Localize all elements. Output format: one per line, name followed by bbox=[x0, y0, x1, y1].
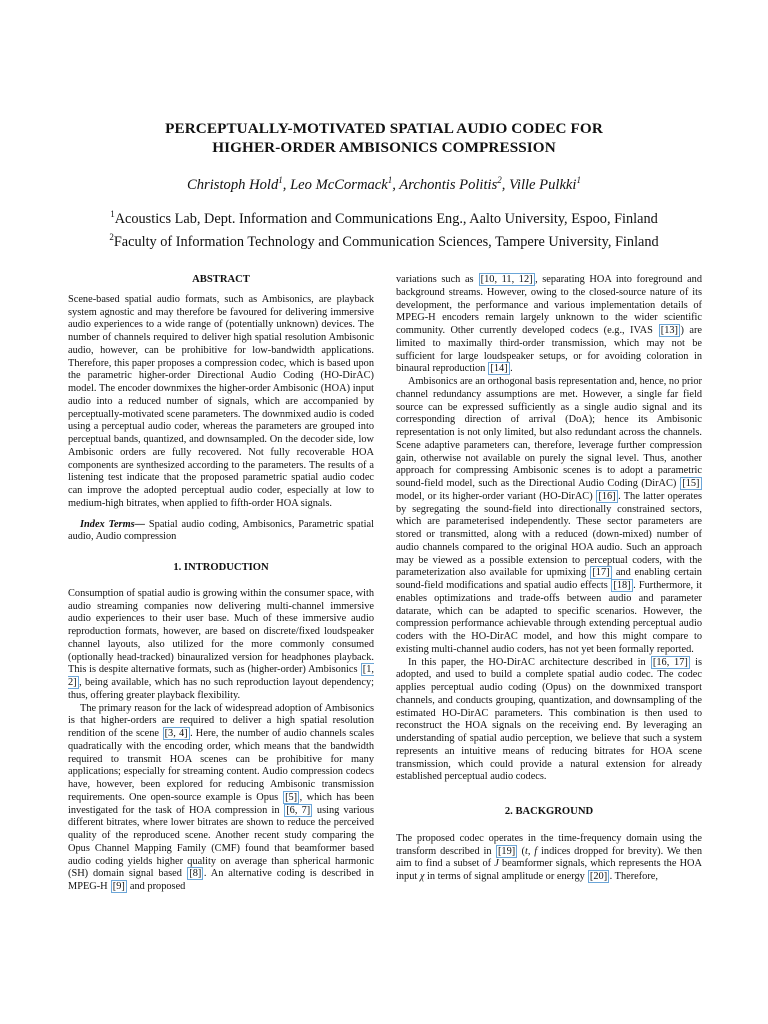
citation-link[interactable]: [18] bbox=[613, 580, 631, 591]
affiliation-line bbox=[0, 205, 768, 228]
citation-link[interactable]: [16] bbox=[598, 490, 616, 502]
citation-link[interactable]: [15] bbox=[682, 478, 700, 489]
abstract-heading: ABSTRACT bbox=[192, 274, 250, 285]
citation-link[interactable]: [14] bbox=[490, 363, 508, 375]
affiliation-text: Acoustics Lab, Dept. Information and Communications Eng., Aalto University, Espoo, Finland bbox=[114, 210, 658, 227]
text-run: . An alternative coding is described in MPEG-H bbox=[68, 868, 374, 892]
intro-paragraph-5 bbox=[396, 657, 702, 785]
author-name: Leo McCormack bbox=[290, 176, 388, 193]
text-run: and proposed bbox=[127, 881, 186, 892]
text-run: ( bbox=[517, 845, 525, 857]
text-run: , being available, which has no such reproduction layout dependency; thus, offering greater playback flexibility. bbox=[68, 677, 374, 701]
text-run: , separating HOA into foreground and background streams. However, owing to the closed-source nature of its development, the performance and various implementation details of MPEG-H encoders remain largely unknown to the wider scientific community. Other currently developed codecs (e.g., IVAS bbox=[396, 274, 703, 336]
right-column bbox=[396, 274, 702, 884]
citation-link[interactable]: [10, 11, 12] bbox=[480, 274, 533, 285]
citation-link[interactable]: [16, 17] bbox=[652, 656, 688, 668]
author-affiliation-mark: 1 bbox=[278, 175, 283, 185]
author-separator: , bbox=[392, 176, 400, 193]
math-variable: t, f bbox=[524, 845, 538, 857]
citation-link[interactable]: [13] bbox=[660, 325, 678, 336]
math-variable: χ bbox=[419, 871, 425, 882]
text-run: . The latter operates by segregating the sound-field into directionally constrained sectors, which are parameterised independently. These sector parameters are stored or transmitted, along with a reduced (down-mixed) number of audio channels compared to the original HOA audio. Such an approach may be viewed as a possible extension to perceptual coders, with the parameterization also available for upmixing bbox=[396, 490, 702, 579]
title-line-1: PERCEPTUALLY-MOTIVATED SPATIAL AUDIO CODEC FOR bbox=[165, 120, 603, 137]
title-line-2: HIGHER-ORDER AMBISONICS COMPRESSION bbox=[212, 139, 556, 156]
affiliation-list bbox=[0, 205, 768, 251]
left-column bbox=[68, 274, 374, 894]
introduction-heading: 1. INTRODUCTION bbox=[173, 562, 269, 573]
author-affiliation-mark: 1 bbox=[387, 175, 393, 185]
index-terms-text: Spatial audio coding, Ambisonics, Parametric spatial audio, Audio compression bbox=[68, 518, 374, 543]
text-run: using various different bitrates, where lower bitrates are shown to reduce the perceived quality of the reproduced scene. Another recent study comparing the Opus Channel Mapping Family (CMF) found that beamformer based audio coding yields higher quality on average than spherical harmonic (SH) domain signal based bbox=[68, 804, 374, 880]
author-name: Ville Pulkki bbox=[509, 176, 577, 193]
intro-paragraph-2 bbox=[68, 703, 374, 894]
citation-link[interactable]: [9] bbox=[112, 881, 125, 892]
text-run: in terms of signal amplitude or energy bbox=[424, 871, 588, 882]
text-run: . bbox=[510, 363, 513, 375]
text-run: Ambisonics are an orthogonal basis representation and, hence, no prior channel redundancy assumptions are met. However, a single far field source can be expressed sufficiently as a single audio signal and its corresponding direction of arrival (DoA); hence its Ambisonic representation is not only limited, but also redundant across the channels. Scene adaptive parameters can, therefore, leverage further compression gain, otherwise not available on purely the signal level. Thus, another approach for compressing Ambisonic scenes is to adopt a parametric sound-field model, such as the Directional Audio Coding (DirAC) bbox=[396, 376, 702, 489]
paper-title bbox=[0, 119, 768, 157]
affiliation-mark: 2 bbox=[109, 231, 114, 242]
citation-link[interactable]: [19] bbox=[497, 845, 516, 857]
text-run: . Therefore, bbox=[609, 871, 658, 882]
author-name: Archontis Politis bbox=[399, 176, 498, 193]
text-run: The primary reason for the lack of widespread adoption of Ambisonics is that higher-orders are required to deliver a high spatial resolution rendition of the scene bbox=[68, 702, 374, 739]
text-run: The proposed codec operates in the time-frequency domain using the transform described in bbox=[396, 832, 702, 857]
affiliation-line bbox=[0, 228, 768, 251]
author-separator: , bbox=[501, 176, 510, 193]
text-run: , which has been investigated for the task of HOA compression in bbox=[68, 791, 375, 816]
text-run: In this paper, the HO-DirAC architecture described in bbox=[408, 656, 651, 668]
intro-paragraph-3 bbox=[396, 274, 702, 376]
index-terms-label: Index Terms— bbox=[80, 518, 145, 530]
intro-paragraph-1 bbox=[68, 588, 374, 703]
text-run: model, or its higher-order variant (HO-DirAC) bbox=[396, 490, 596, 502]
affiliation-mark: 1 bbox=[110, 209, 115, 219]
text-run: and enabling certain sound-field modifications and spatial audio effects bbox=[396, 567, 702, 591]
math-variable: J bbox=[494, 858, 499, 870]
citation-link[interactable]: [17] bbox=[592, 567, 610, 579]
background-heading: 2. BACKGROUND bbox=[504, 806, 594, 817]
citation-link[interactable]: [20] bbox=[589, 871, 608, 882]
text-run: is adopted, and used to build a complete spatial audio codec. The codec applies perceptual audio coding (Opus) on the downmixed transport channels, and conducts grouping, quantization, and downsampling of the estimated HO-DirAC parameters. This combination is then used to reconstruct the HOA signals on the receiving end. By leveraging an understanding of spatial audio perception, we believe that such a system represents an intuitive means of reducing bitrates for HOA scene transmission, which could provide a natural extension for already established perceptual audio codecs. bbox=[396, 656, 702, 783]
text-run: ) are limited to maximally third-order transmission, which may not be sufficient for large loudspeaker setups, or for avoiding coloration in binaural reproduction bbox=[396, 325, 702, 375]
author-affiliation-mark: 2 bbox=[497, 175, 502, 185]
author-separator: , bbox=[282, 176, 291, 193]
citation-link[interactable]: [1, 2] bbox=[68, 664, 374, 688]
citation-link[interactable]: [6, 7] bbox=[286, 804, 311, 816]
citation-link[interactable]: [5] bbox=[285, 791, 298, 803]
text-run: . Here, the number of audio channels scales quadratically with the encoding order, which means that the bandwidth required to transmit HOA scenes can be prohibitive for many applications; especially for streaming content. Audio compression codecs have, however, been explored for reducing Ambisonic transmission requirements. One open-source example is Opus bbox=[68, 728, 374, 803]
citation-link[interactable]: [3, 4] bbox=[164, 728, 188, 739]
text-run: variations such as bbox=[396, 274, 479, 285]
author-affiliation-mark: 1 bbox=[576, 175, 581, 185]
author-name: Christoph Hold bbox=[187, 176, 279, 193]
background-paragraph-1 bbox=[396, 833, 702, 884]
author-list bbox=[0, 171, 768, 194]
text-run: beamformer signals, which represents the HOA input bbox=[396, 858, 702, 882]
affiliation-text: Faculty of Information Technology and Communication Sciences, Tampere University, Finland bbox=[113, 233, 659, 250]
text-run: . Furthermore, it enables optimizations and trade-offs between audio and parameter datarate, which can be adapted to specific scenarios. However, the compression performance achievable through extending perceptual audio coders with the HO-DirAC model, and how this might compare to existing multi-channel audio coders, has not yet been formally reported. bbox=[396, 580, 702, 655]
abstract-text: Scene-based spatial audio formats, such as Ambisonics, are playback system agnostic and may therefore be favoured for delivering immersive audio experiences to a wide range of (potentially unknown) devices. The number of channels required to deliver high spatial resolution Ambisonic audio, however, can be prohibitive for low-bandwidth applications. Therefore, this paper proposes a compression codec, which is based upon the parametric higher-order Directional Audio Coding (HO-DirAC) model. The encoder downmixes the higher-order Ambisonic (HOA) input audio into a reduced number of signals, which are accompanied by perceptually-motivated scene parameters. The downmixed audio is coded using a perceptual audio coder, whereas the parameters are grouped into perceptual bands, quantized, and downsampled. On the decoder side, low Ambisonic orders are fully recovered. Not fully recoverable HOA components are synthesized according to the parameters. The results of a listening test indicate that the proposed parametric spatial audio codec can improve the adopted perceptual audio coder, especially at low to medium-high bitrates, when applied to fifth-order HOA signals. bbox=[68, 293, 374, 509]
text-run: Consumption of spatial audio is growing within the consumer space, with audio streaming companies now delivering multi-channel immersive audio experiences to their user base. Much of these immersive audio reproduction formats, however, are based on discrete/fixed loudspeaker channel layouts, also utilized for the more commonly consumed (optionally head-tracked) binauralized version for headphones playback. This is despite alternative formats, such as (higher-order) Ambisonics bbox=[68, 587, 374, 676]
text-run: indices dropped for brevity). We then aim to find a subset of bbox=[396, 845, 703, 870]
index-terms bbox=[68, 519, 374, 545]
intro-paragraph-4 bbox=[396, 376, 702, 657]
citation-link[interactable]: [8] bbox=[189, 868, 202, 880]
